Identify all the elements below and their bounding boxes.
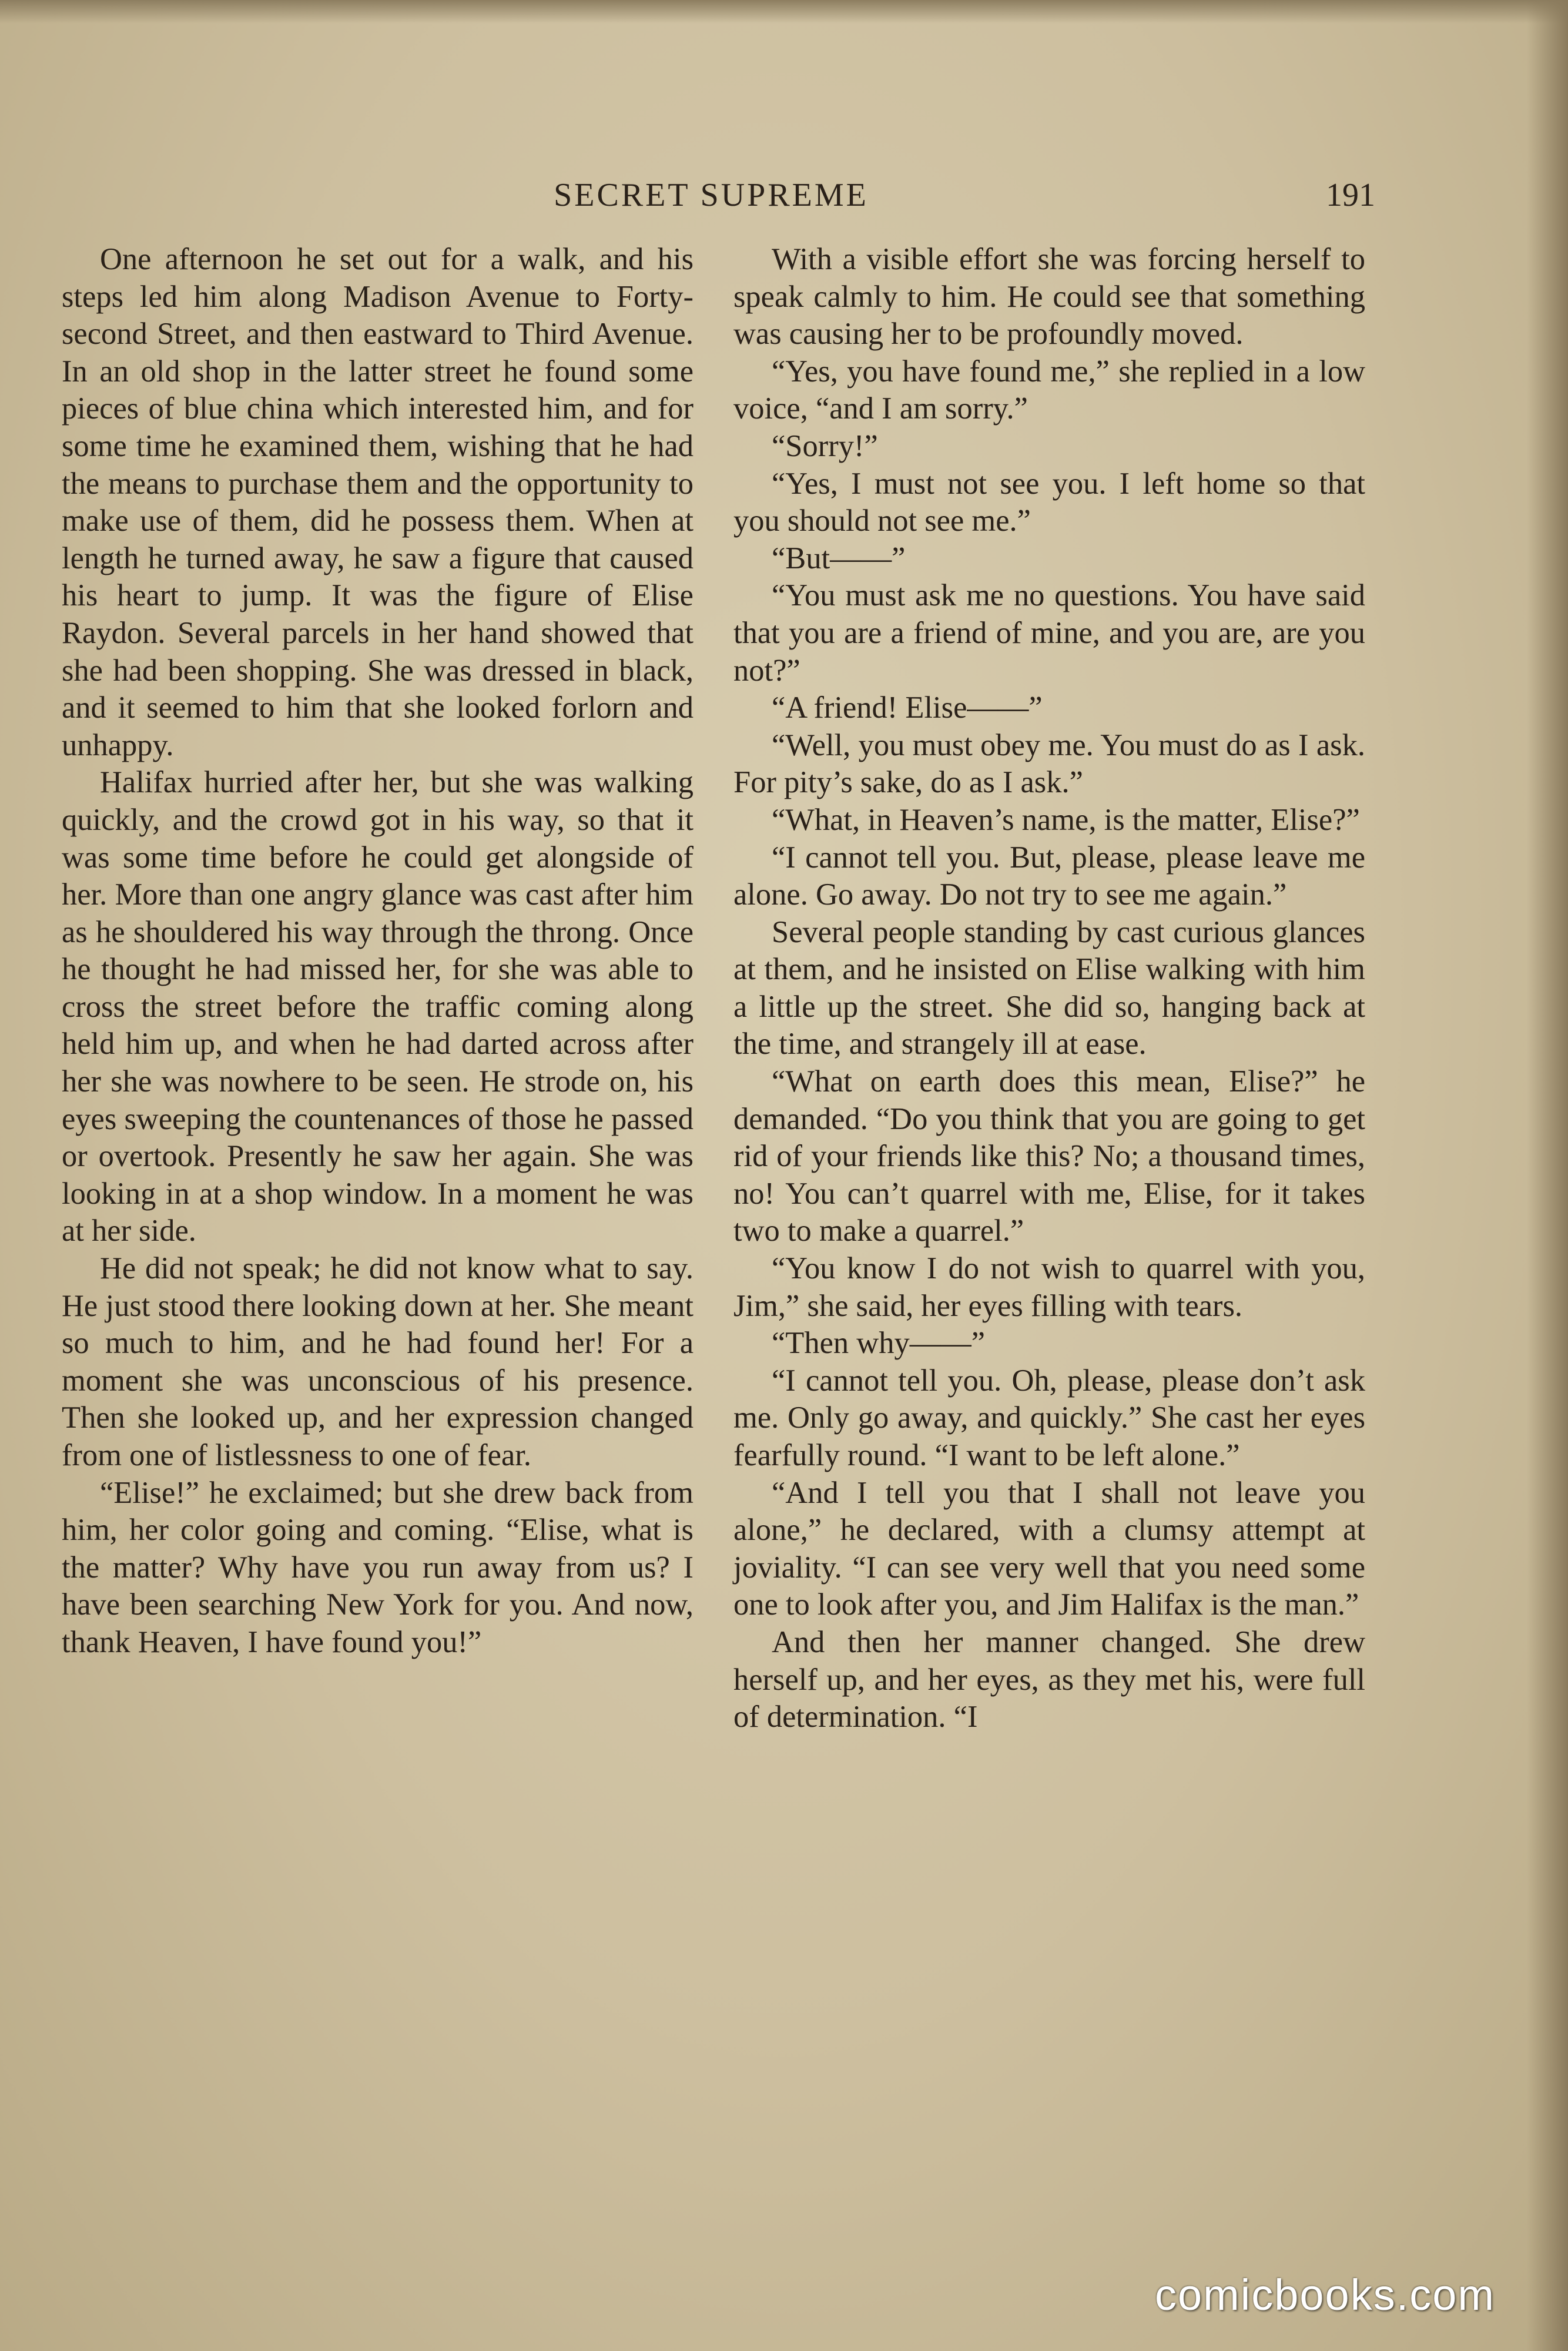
- paragraph: He did not speak; he did not know what to say. He just stood there looking down at her. She meant so much to him, and he had found her! For a moment she was unconscious of his presence. Then she looked up, and her expression changed from one of listlessness to one of fear.: [62, 1251, 693, 1472]
- paragraph: “But——”: [772, 541, 906, 575]
- paragraph: “Yes, I must not see you. I left home so that you should not see me.”: [733, 466, 1365, 538]
- paragraph: “I cannot tell you. But, please, please leave me alone. Go away. Do not try to see me again.”: [733, 840, 1365, 912]
- paragraph: And then her manner changed. She drew herself up, and her eyes, as they met his, were full of determination. “I: [733, 1625, 1365, 1734]
- watermark: comicbooks.com: [1155, 2270, 1496, 2319]
- paragraph: “You must ask me no questions. You have said that you are a friend of mine, and you are, are you not?”: [733, 578, 1365, 688]
- paragraph: “You know I do not wish to quarrel with you, Jim,” she said, her eyes filling with tears.: [733, 1251, 1365, 1323]
- page-edge-shadow-right: [1527, 0, 1568, 2351]
- paragraph: “What, in Heaven’s name, is the matter, Elise?”: [772, 802, 1360, 837]
- text-column-left: [62, 241, 693, 2122]
- paragraph: “And I tell you that I shall not leave you alone,” he declared, with a clumsy attempt at joviality. “I can see very well that you need some one to look after you, and Jim Halifax is the man.”: [733, 1475, 1365, 1622]
- paragraph: Halifax hurried after her, but she was walking quickly, and the crowd got in his way, so that it was some time before he could get alongside of her. More than one angry glance was cast after him as he shouldered his way through the throng. Once he thought he had missed her, for she was able to cross the street before the traffic coming along held him up, and when he had darted across after her she was nowhere to be seen. He strode on, his eyes sweeping the countenances of those he passed or overtook. Presently he saw her again. She was looking in at a shop window. In a moment he was at her side.: [62, 765, 693, 1248]
- page-number: 191: [1326, 177, 1375, 213]
- running-title: SECRET SUPREME: [554, 177, 869, 213]
- paragraph: Several people standing by cast curious glances at them, and he insisted on Elise walking with him a little up the street. She did so, hanging back at the time, and strangely ill at ease.: [733, 915, 1365, 1061]
- paragraph: “What on earth does this mean, Elise?” he demanded. “Do you think that you are going to get rid of your friends like this? No; a thousand times, no! You can’t quarrel with me, Elise, for it takes two to make a quarrel.”: [733, 1064, 1365, 1248]
- page-edge-shadow-top: [0, 0, 1568, 24]
- paragraph: “I cannot tell you. Oh, please, please don’t ask me. Only go away, and quickly.” She cast her eyes fearfully round. “I want to be left alone.”: [733, 1363, 1365, 1472]
- paragraph: “Sorry!”: [772, 428, 878, 463]
- paragraph: “A friend! Elise——”: [772, 691, 1043, 725]
- paragraph: “Well, you must obey me. You must do as I ask. For pity’s sake, do as I ask.”: [733, 728, 1365, 800]
- paragraph: “Elise!” he exclaimed; but she drew back from him, her color going and coming. “Elise, what is the matter? Why have you run away from us? I have been searching New York for you. And now, thank Heaven, I have found you!”: [62, 1475, 693, 1659]
- paragraph: “Yes, you have found me,” she replied in a low voice, “and I am sorry.”: [733, 354, 1365, 426]
- paragraph: “Then why——”: [772, 1326, 986, 1361]
- paragraph: One afternoon he set out for a walk, and his steps led him along Madison Avenue to Forty-second Street, and then eastward to Third Avenue. In an old shop in the latter street he found some pieces of blue china which interested him, and for some time he examined them, wishing that he had the means to purchase them and the opportunity to make use of them, did he possess them. When at length he turned away, he saw a figure that caused his heart to jump. It was the figure of Elise Raydon. Several parcels in her hand showed that she had been shopping. She was dressed in black, and it seemed to him that she looked forlorn and unhappy.: [62, 242, 693, 762]
- paragraph: With a visible effort she was forcing herself to speak calmly to him. He could see that something was causing her to be profoundly moved.: [733, 242, 1365, 351]
- text-column-right: [733, 241, 1365, 2122]
